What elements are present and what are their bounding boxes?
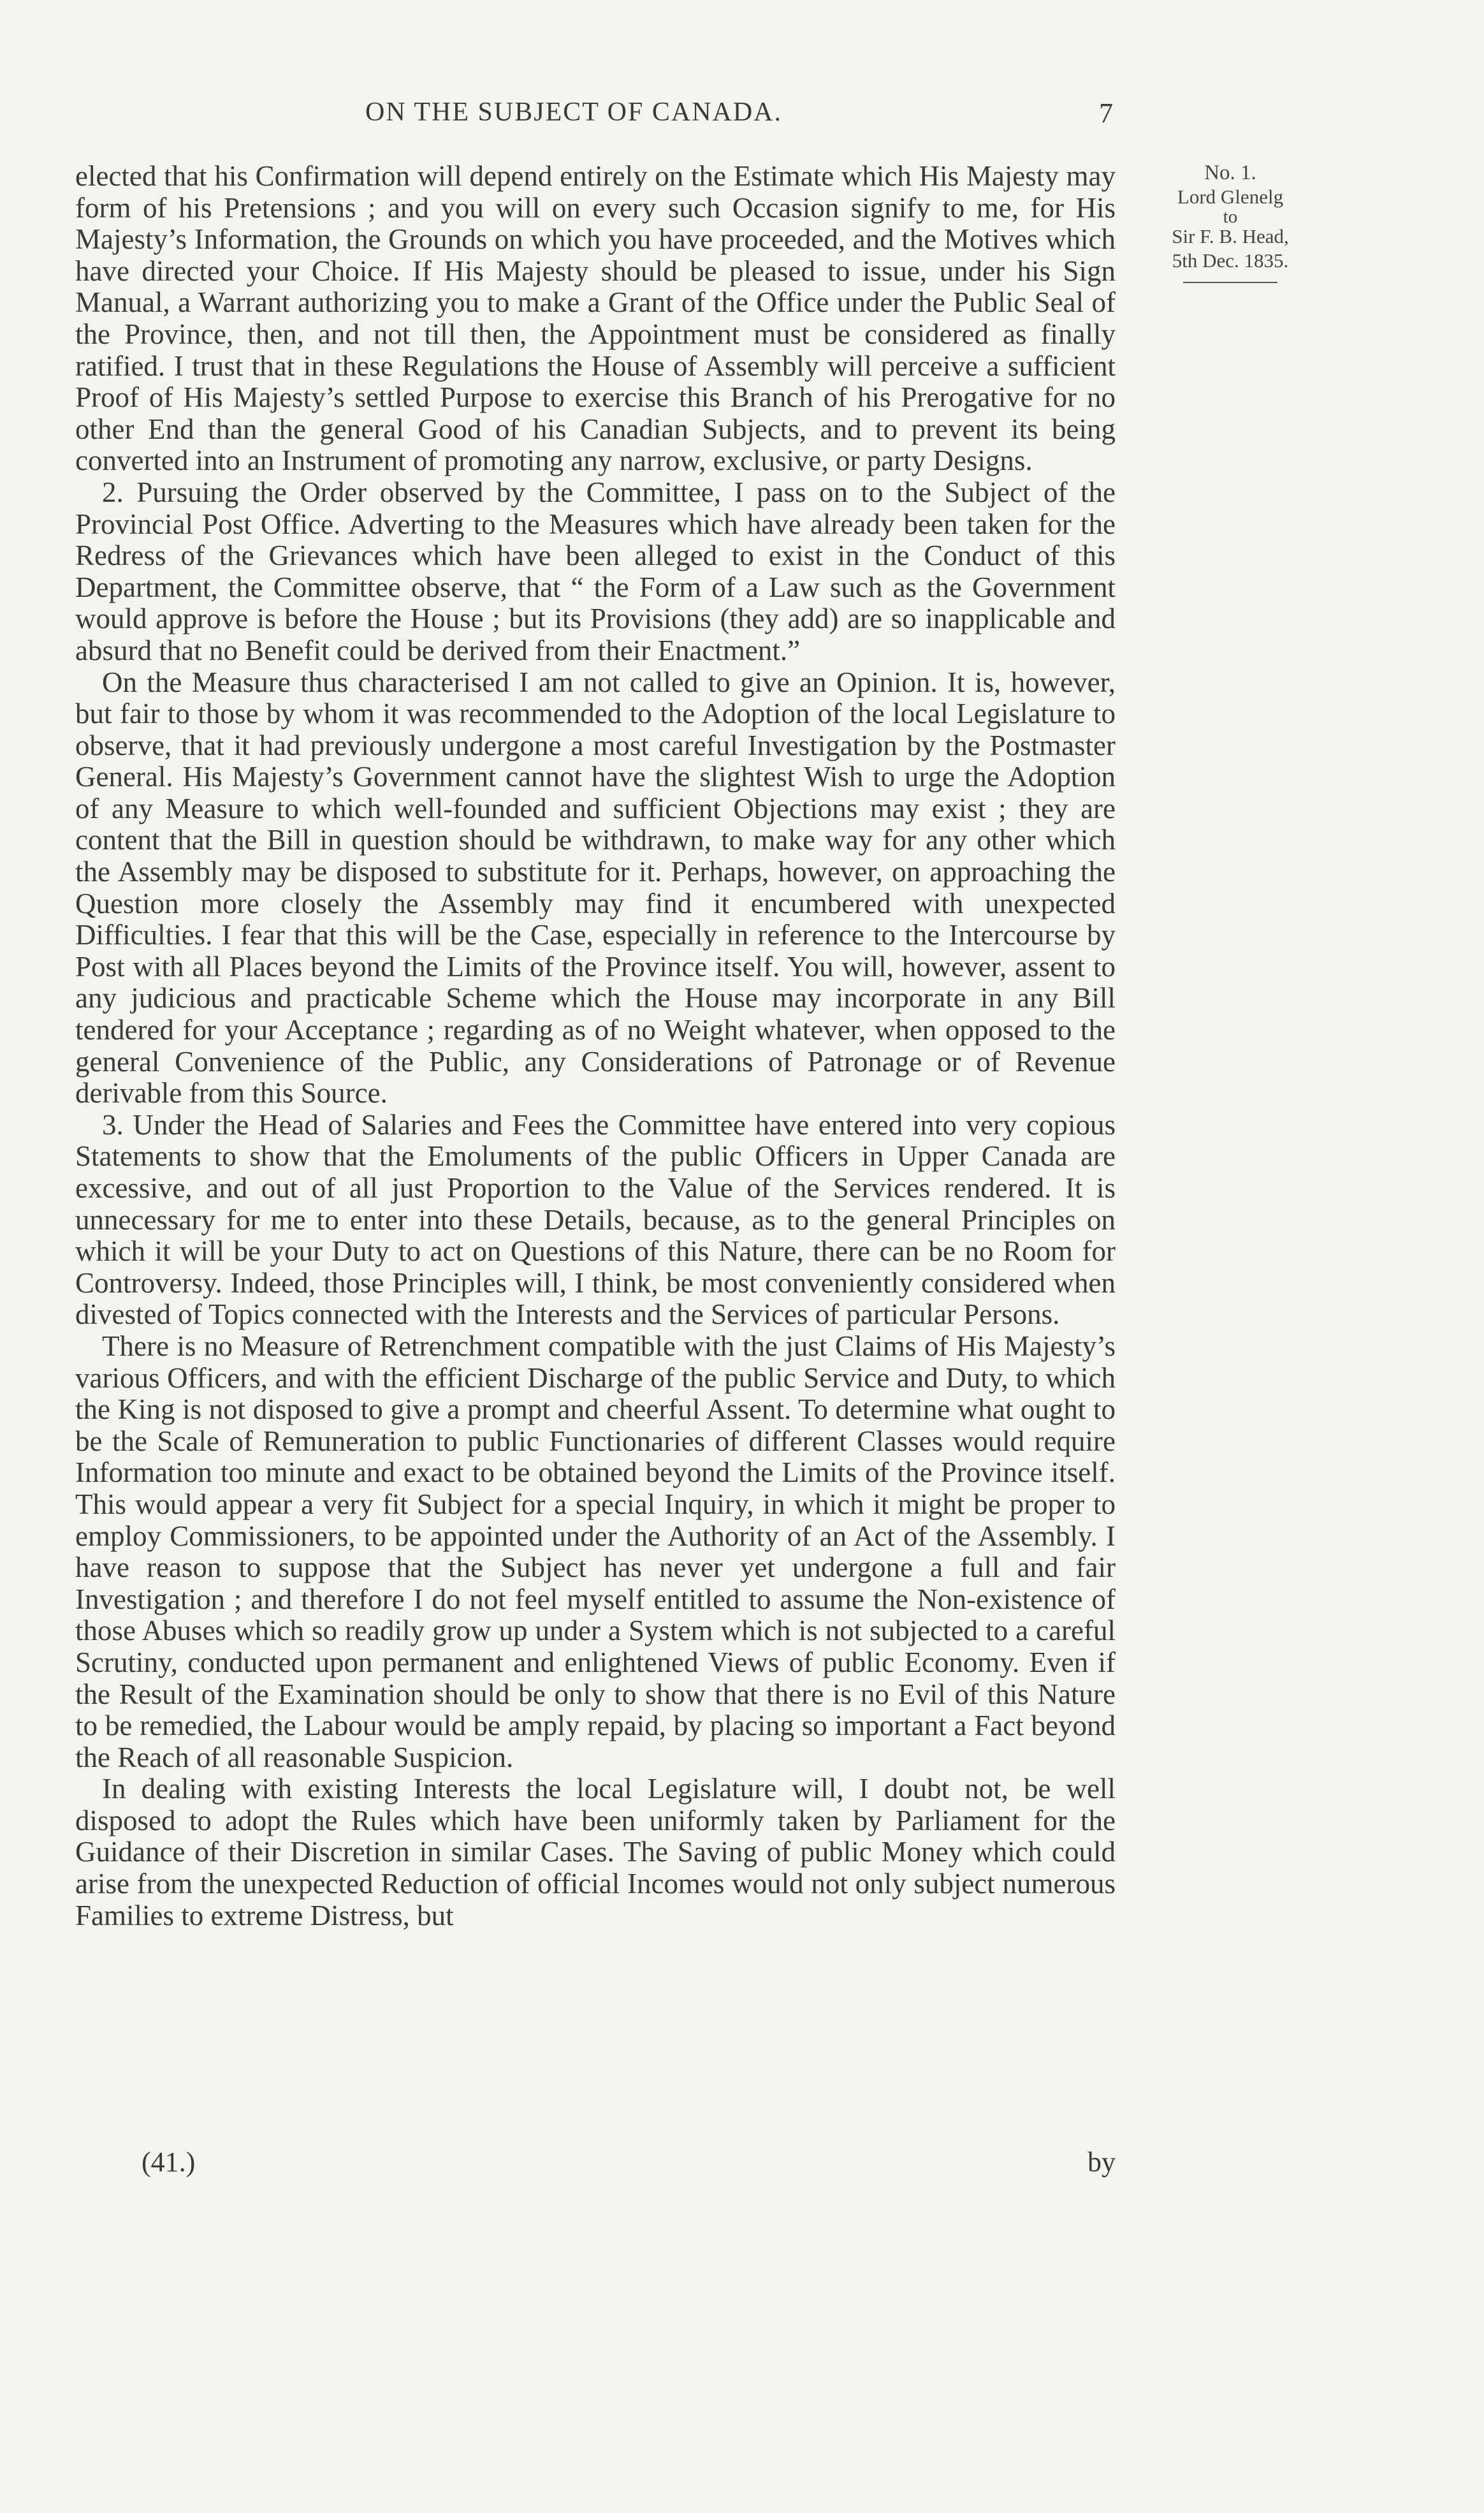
paragraph-1: elected that his Confirmation will depend entirely on the Estimate which His Majesty may form of his Pretensions ; and you will on every such Occasion signify to me, for His Majesty’s Information, the Grounds on which you have proceeded, and the Motives which have directed your Choice. If His Majesty should be pleased to issue, under his Sign Manual, a Warrant authorizing you to make a Grant of the Office under the Public Seal of the Province, then, and not till then, the Appointment must be considered as finally ratified. I trust that in these Regulations the House of Assembly will perceive a sufficient Proof of His Majesty’s settled Purpose to exercise this Branch of his Prerogative for no other End than the general Good of his Canadian Subjects, and to prevent its being converted into an Instrument of promoting any narrow, exclusive, or party Designs. <box>75 160 1116 477</box>
paragraph-5: There is no Measure of Retrenchment compatible with the just Claims of His Majesty’s various Officers, and with the efficient Discharge of the public Service and Duty, to which the King is not disposed to give a prompt and cheerful Assent. To determine what ought to be the Scale of Remuneration to public Functionaries of different Classes would require Information too minute and exact to be obtained beyond the Limits of the Province itself. This would appear a very fit Subject for a special Inquiry, in which it might be proper to employ Commissioners, to be appointed under the Authority of an Act of the Assembly. I have reason to suppose that the Subject has never yet undergone a full and fair Investigation ; and therefore I do not feel myself entitled to assume the Non-existence of those Abuses which so readily grow up under a System which is not subjected to a careful Scrutiny, conducted upon permanent and enlightened Views of public Economy. Even if the Result of the Examination should be only to show that there is no Evil of this Nature to be remedied, the Labour would be amply repaid, by placing so important a Fact beyond the Reach of all reasonable Suspicion. <box>75 1330 1116 1773</box>
paragraph-6: In dealing with existing Interests the local Legislature will, I doubt not, be well disposed to adopt the Rules which have been uniformly taken by Parliament for the Guidance of their Discretion in similar Cases. The Saving of public Money which could arise from the unexpected Reduction of official Incomes would not only subject numerous Families to extreme Distress, but <box>75 1773 1116 1931</box>
catchword: by <box>1088 2146 1116 2178</box>
running-title: ON THE SUBJECT OF CANADA. <box>365 98 783 127</box>
page-footer <box>75 2146 1116 2184</box>
signature-mark: (41.) <box>142 2146 196 2178</box>
paragraph-3: On the Measure thus characterised I am not called to give an Opinion. It is, however, but fair to those by whom it was recommended to the Adoption of the local Legislature to observe, that it had previously undergone a most careful Investigation by the Postmaster General. His Majesty’s Government cannot have the slightest Wish to urge the Adoption of any Measure to which well-founded and sufficient Objections may exist ; they are content that the Bill in question should be withdrawn, to make way for any other which the Assembly may be disposed to substitute for it. Perhaps, however, on approaching the Question more closely the Assembly may find it encumbered with unexpected Difficulties. I fear that this will be the Case, especially in reference to the Intercourse by Post with all Places beyond the Limits of the Province itself. You will, however, assent to any judicious and practicable Scheme which the House may incorporate in any Bill tendered for your Acceptance ; regarding as of no Weight whatever, when opposed to the general Convenience of the Public, any Considerations of Patronage or of Revenue derivable from this Source. <box>75 666 1116 1110</box>
dispatch-date: 5th Dec. 1835. <box>1172 249 1289 272</box>
paragraph-4: 3. Under the Head of Salaries and Fees the Committee have entered into very copious Statements to show that the Emoluments of the public Officers in Upper Canada are excessive, and out of all just Proportion to the Value of the Services rendered. It is unnecessary for me to enter into these Details, because, as to the general Principles on which it will be your Duty to act on Questions of this Nature, there can be no Room for Controversy. Indeed, those Principles will, I think, be most conveniently considered when divested of Topics connected with the Interests and the Services of particular Persons. <box>75 1108 1116 1331</box>
dispatch-sender: Lord Glenelg <box>1177 186 1284 208</box>
dispatch-recipient: Sir F. B. Head, <box>1172 225 1289 247</box>
paragraph-2: 2. Pursuing the Order observed by the Committee, I pass on to the Subject of the Provincial Post Office. Adverting to the Measures which have already been taken for the Redress of the Grievances which have been alleged to exist in the Conduct of this Department, the Committee observe, that “ the Form of a Law such as the Government would approve is before the House ; but its Provisions (they add) are so inapplicable and absurd that no Benefit could be derived from their Enactment.” <box>75 476 1116 666</box>
marginal-note <box>1141 161 1320 283</box>
marginal-rule <box>1183 282 1277 283</box>
page-number: 7 <box>1099 98 1113 129</box>
dispatch-number: No. 1. <box>1204 161 1256 184</box>
main-text <box>75 161 1116 1931</box>
dispatch-to: to <box>1223 207 1238 227</box>
running-header <box>75 97 1113 135</box>
